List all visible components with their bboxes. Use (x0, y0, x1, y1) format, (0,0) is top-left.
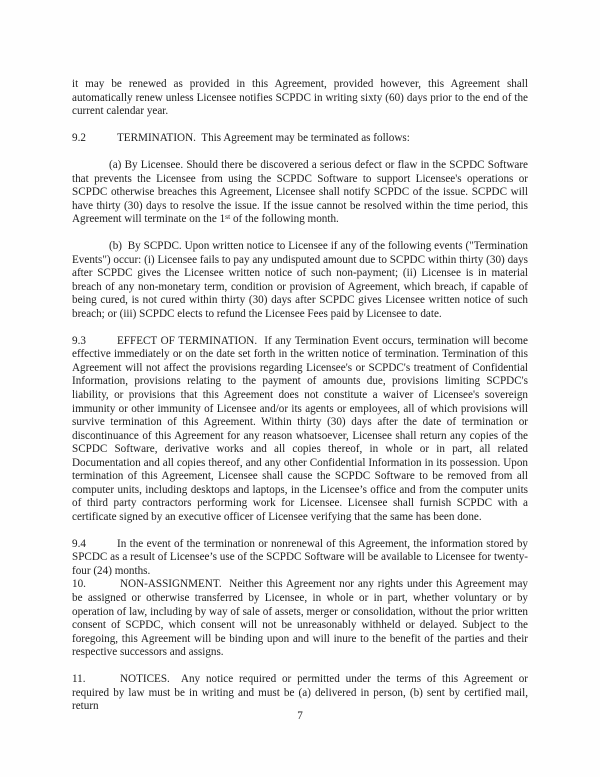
ordinal-suffix-st: st (225, 211, 231, 221)
clause-label-b: (b) (109, 240, 122, 253)
section-number-9-4: 9.4 (72, 537, 86, 550)
section-number-9-2: 9.2 (72, 132, 86, 145)
section-heading-9-2: TERMINATION. (117, 132, 196, 145)
section-body-9-4: In the event of the termination or nonrenewal of this Agreement, the information stored by SPCDC as a result of Licensee’s use of the SCPDC Software will be available to Licensee for twenty-four (24) months. (72, 537, 528, 577)
section-heading-10: NON-ASSIGNMENT. (120, 578, 222, 591)
page-number: 7 (297, 710, 303, 722)
section-body-11: Any notice required or permitted under the terms of this Agreement or required by law must be in writing and must be (a) delivered in person, (b) sent by certified mail, return (72, 673, 528, 713)
clause-body-9-2-a: By Licensee. Should there be discovered a serious defect or flaw in the SCPDC Software that prevents the Licensee from using the SCPDC Software to support Licensee's operations or SCPDC otherwise breaches this Agreement, Licensee shall notify SCPDC of the issue. SCPDC will have thirty (30) days to resolve the issue. If the issue cannot be resolved within the time period, this Agreement will terminate on the 1 (72, 158, 528, 226)
section-body-10: Neither this Agreement nor any rights under this Agreement may be assigned or otherwise transferred by Licensee, in whole or in part, whether voluntary or by operation of law, including by way of sale of assets, merger or consolidation, without the prior written consent of SCPDC, which consent will not be unreasonably withheld or delayed. Subject to the foregoing, this Agreement will be binding upon and will inure to the benefit of the parties and their respective successors and assigns. (72, 578, 528, 659)
clause-body-9-2-a-tail: of the following month. (230, 213, 339, 226)
paragraph-section-9-2 (72, 132, 528, 146)
section-body-11-spacer (170, 673, 181, 685)
section-number-10: 10. (72, 578, 86, 591)
section-number-11: 11. (72, 673, 86, 686)
paragraph-section-9-4 (72, 538, 528, 579)
paragraph-clause-9-2-b (72, 240, 528, 321)
section-number-9-3: 9.3 (72, 334, 86, 347)
paragraph-section-11 (72, 673, 528, 714)
section-body-9-3: If any Termination Event occurs, termination will become effective immediately or on the date set forth in the written notice of termination. Termination of this Agreement will not affect the provisions regarding Licensee's or SCPDC's treatment of Confidential Information, provisions relating to the payment of amounts due, provisions limiting SCPDC's liability, or provisions that this Agreement does not constitute a waiver of Licensee's sovereign immunity or other immunity of Licensee and/or its agents or employees, all of which provisions will survive termination of this Agreement. Within thirty (30) days after the date of termination or discontinuance of this Agreement for any reason whatsoever, Licensee shall return any copies of the SCPDC Software, derivative works and all copies thereof, in whole or in part, all related Documentation and all copies thereof, and any other Confidential Information in its possession. Upon termination of this Agreement, Licensee shall cause the SCPDC Software to be removed from all computer units, including desktops and laptops, in the Licensee’s office and from the computer units of third party contractors performing work for Licensee. Licensee shall furnish SCPDC with a certificate signed by an executive officer of Licensee verifying that the same has been done. (72, 334, 528, 523)
section-heading-11: NOTICES. (120, 673, 170, 686)
document-text-column (72, 78, 528, 714)
section-heading-9-3: EFFECT OF TERMINATION. (117, 334, 258, 347)
clause-body-9-2-b: By SCPDC. Upon written notice to Licensee if any of the following events ("Termination Events") occur: (i) Licensee fails to pay any undisputed amount due to SCPDC within thirty (30) days after SCPDC gives the Licensee written notice of such non-payment; (ii) Licensee is in material breach of any non-monetary term, condition or provision of Agreement, which breach, if capable of being cured, is not cured within thirty (30) days after SCPDC gives Licensee written notice of such breach; or (iii) SCPDC elects to refund the Licensee Fees paid by Licensee to date. (72, 240, 529, 320)
paragraph-continuation-9-1: it may be renewed as provided in this Agreement, provided however, this Agreement shall automatically renew unless Licensee notifies SCPDC in writing sixty (60) days prior to the end of the current calendar year. (72, 78, 528, 118)
paragraph-section-10 (72, 578, 528, 659)
paragraph-section-9-3 (72, 335, 528, 525)
paragraph-clause-9-2-a (72, 159, 528, 227)
section-body-9-2: This Agreement may be terminated as follows: (201, 132, 410, 145)
clause-label-a: (a) (109, 158, 122, 171)
